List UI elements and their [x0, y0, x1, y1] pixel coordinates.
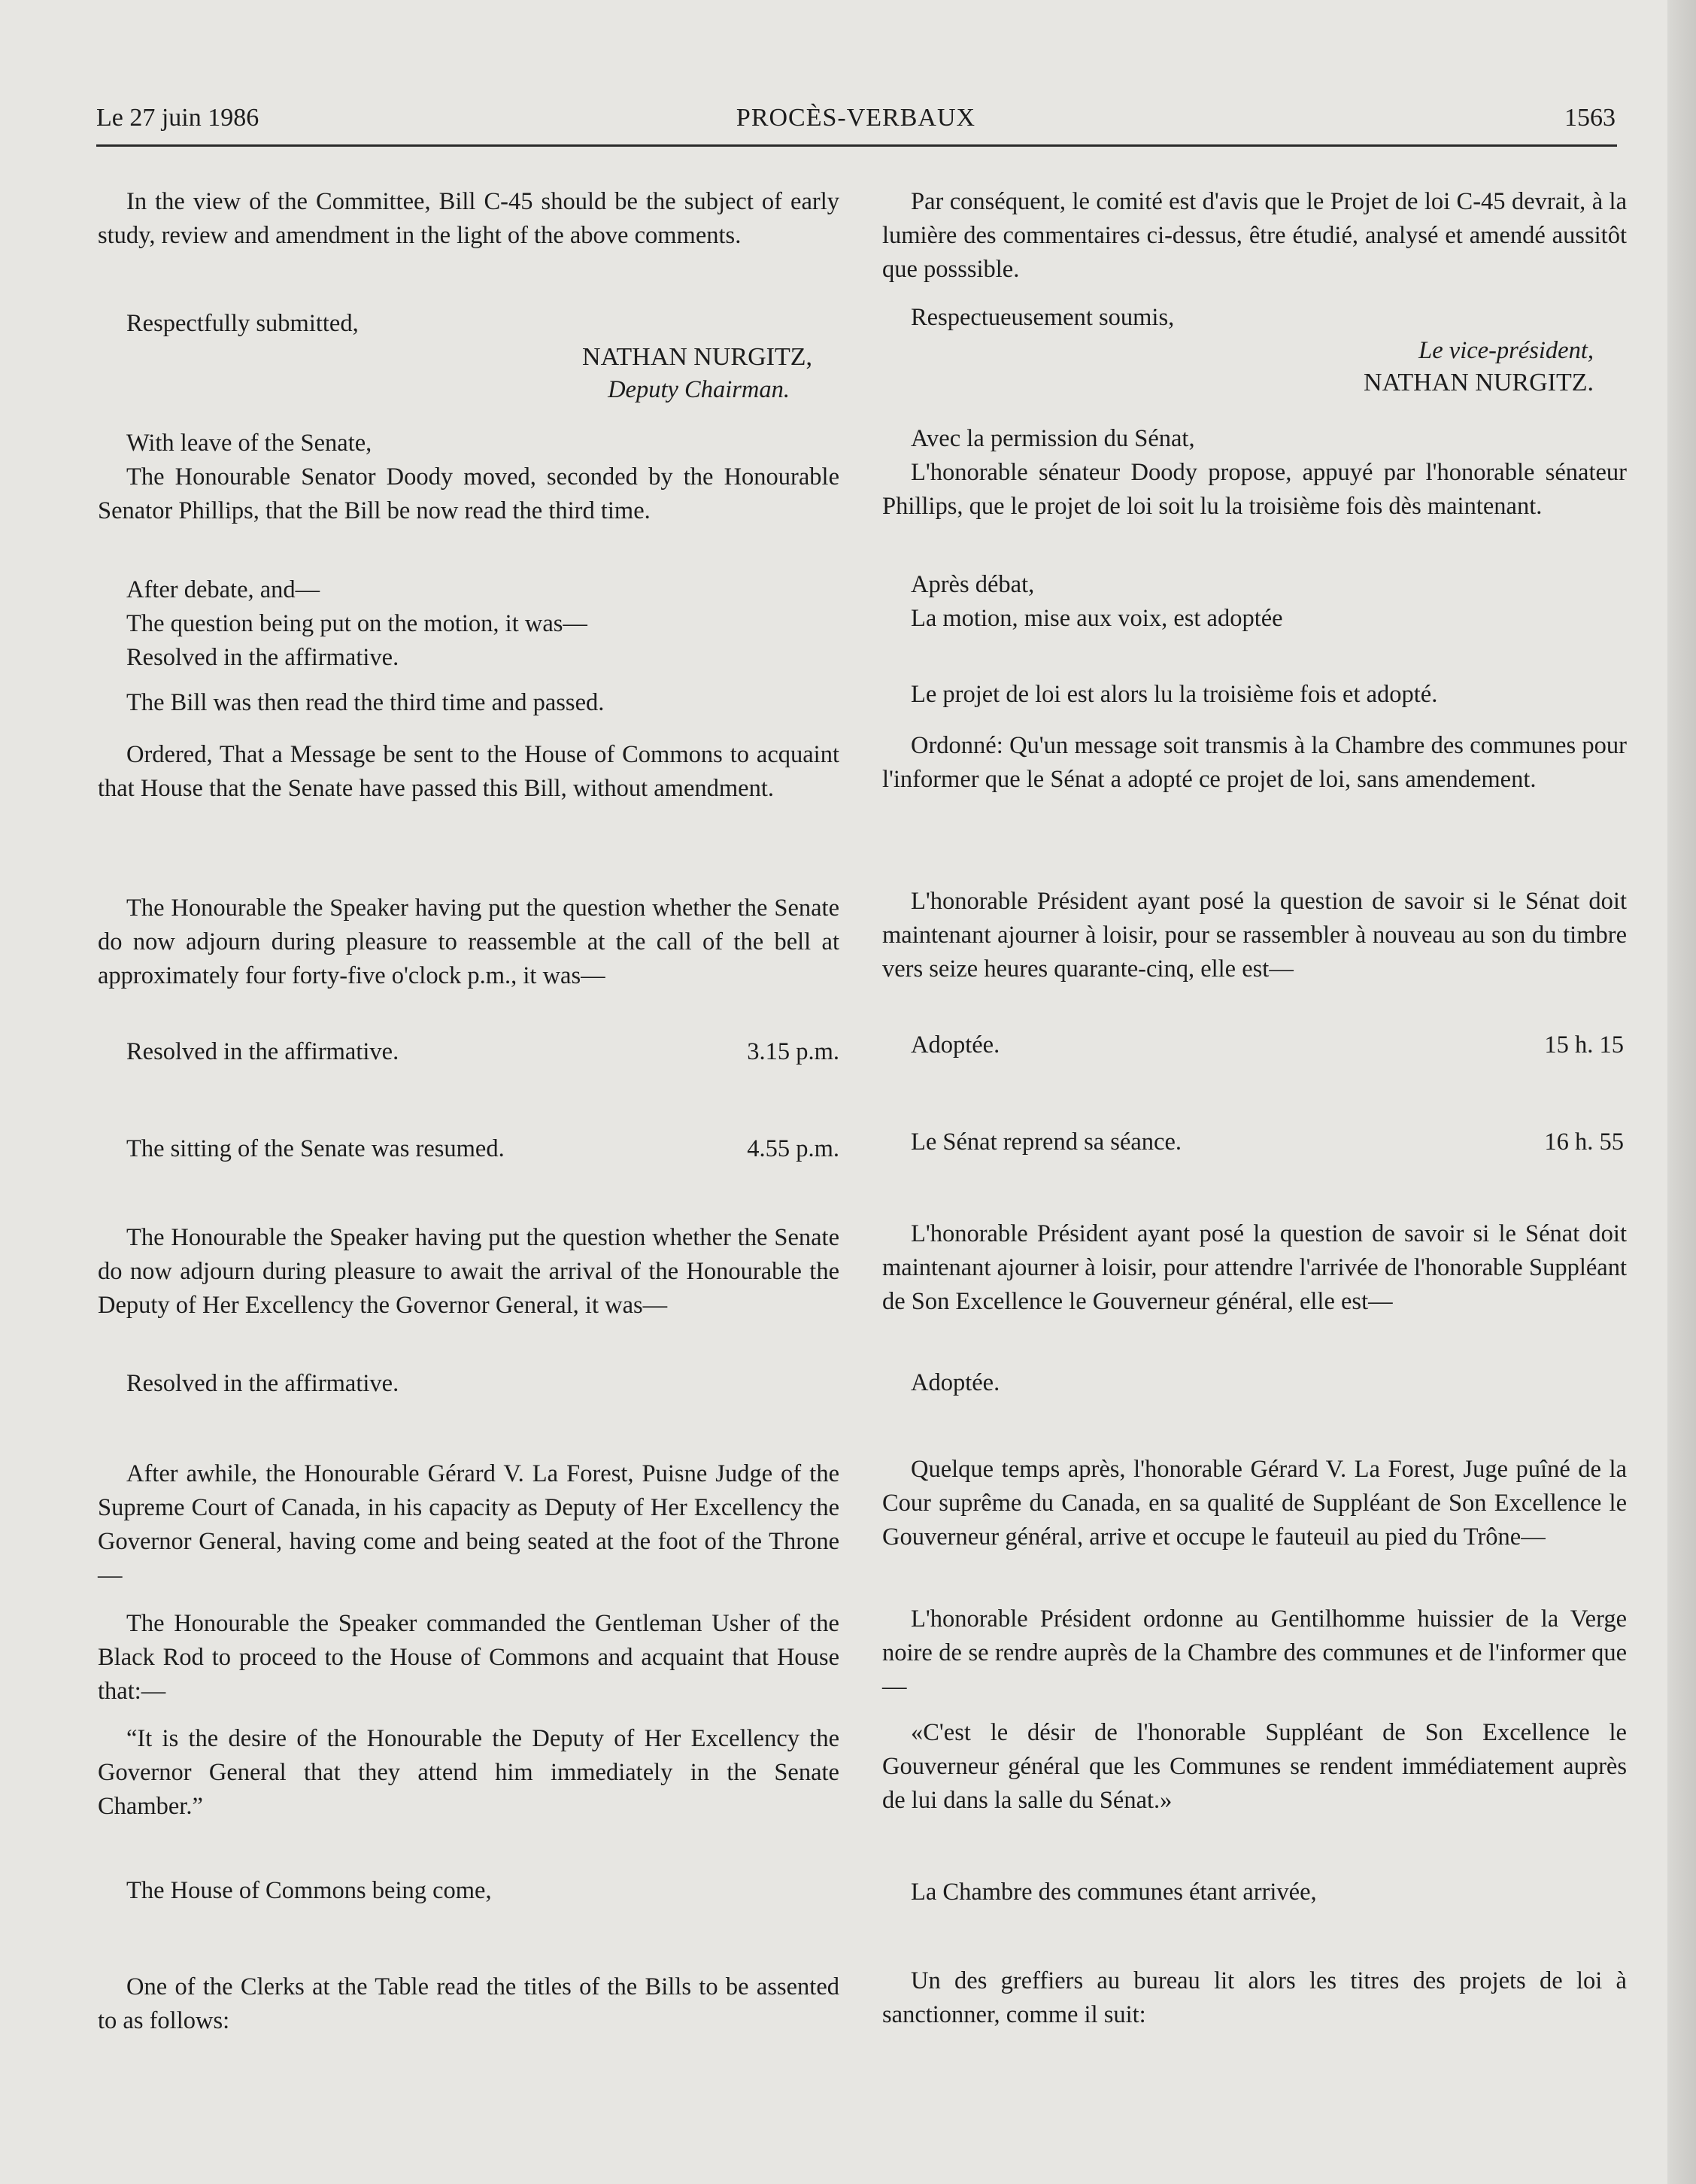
en-signatory-name: NATHAN NURGITZ, [582, 343, 812, 371]
en-adjourn-question-2: The Honourable the Speaker having put the question whether the Senate do now adjourn during pleasure to await the arrival of the Honourable the Deputy of Her Excellency the Governor General, it was— [98, 1224, 839, 1319]
fr-black-rod-command: L'honorable Président ordonne au Gentilhomme huissier de la Verge noire de se rendre auprès de la Chambre des communes et de l'informer que— [882, 1605, 1627, 1700]
en-desire-quote: “It is the desire of the Honourable the Deputy of Her Excellency the Governor General that they attend him immediately in the Senate Chamber.” [98, 1725, 839, 1820]
fr-time-adjourn: 15 h. 15 [1544, 1031, 1624, 1059]
fr-time-resumed: 16 h. 55 [1544, 1128, 1624, 1156]
fr-apres-debat: Après débat, [911, 571, 1035, 598]
fr-seance-reprise: Le Sénat reprend sa séance. [911, 1128, 1182, 1156]
fr-signatory-name: NATHAN NURGITZ. [1364, 369, 1594, 396]
fr-permission-senat: Avec la permission du Sénat, [911, 425, 1195, 452]
fr-adoptee-time-row [882, 1028, 1627, 1062]
en-resolved-2: Resolved in the affirmative. [126, 1038, 399, 1065]
fr-greffier-titres: Un des greffiers au bureau lit alors les titres des projets de loi à sanctionner, comme il suit: [882, 1967, 1627, 2028]
fr-adjourn-question-2: L'honorable Président ayant posé la question de savoir si le Sénat doit maintenant ajourner à loisir, pour attendre l'arrivée de l'honorable Suppléant de Son Excellence le Gouverneur général, elle est— [882, 1220, 1627, 1315]
en-time-resumed: 4.55 p.m. [747, 1135, 839, 1162]
en-bill-passed: The Bill was then read the third time and passed. [126, 689, 605, 716]
en-black-rod-command: The Honourable the Speaker commanded the Gentleman Usher of the Black Rod to proceed to the House of Commons and acquaint that House that:— [98, 1610, 839, 1705]
en-respectfully-submitted: Respectfully submitted, [126, 310, 359, 337]
header-date: Le 27 juin 1986 [96, 104, 259, 132]
fr-signatory-title: Le vice-président, [1418, 337, 1594, 364]
page-number: 1563 [1564, 104, 1616, 132]
fr-seance-reprise-row [882, 1125, 1627, 1159]
en-resolved-3: Resolved in the affirmative. [126, 1370, 399, 1397]
en-clerk-read-titles: One of the Clerks at the Table read the titles of the Bills to be assented to as follows: [98, 1973, 839, 2034]
en-deputy-arrival: After awhile, the Honourable Gérard V. La Forest, Puisne Judge of the Supreme Court of Canada, in his capacity as Deputy of Her Excellency the Governor General, having come and being seated at the foot of the Throne— [98, 1460, 839, 1589]
en-commons-come: The House of Commons being come, [126, 1877, 492, 1904]
fr-motion-adoptee: La motion, mise aux voix, est adoptée [911, 605, 1283, 632]
fr-deputy-arrival: Quelque temps après, l'honorable Gérard V. La Forest, Juge puîné de la Cour suprême du Canada, en sa qualité de Suppléant de Son Excellence le Gouverneur général, arrive et occupe le fauteuil au pied du Trône— [882, 1456, 1627, 1551]
fr-committee-view: Par conséquent, le comité est d'avis que le Projet de loi C-45 devrait, à la lumière des commentaires ci-dessus, être étudié, analysé et amendé aussitôt que posssible. [882, 188, 1627, 283]
en-resolved: Resolved in the affirmative. [126, 644, 399, 671]
fr-adoptee-1: Adoptée. [911, 1031, 1000, 1059]
en-committee-view: In the view of the Committee, Bill C-45 should be the subject of early study, review and amendment in the light of the above comments. [98, 188, 839, 249]
fr-communes-arrivee: La Chambre des communes étant arrivée, [911, 1879, 1317, 1906]
en-leave-of-senate: With leave of the Senate, [126, 430, 372, 457]
en-ordered-message: Ordered, That a Message be sent to the House of Commons to acquaint that House that the Senate have passed this Bill, without amendment. [98, 741, 839, 802]
en-third-reading-motion: The Honourable Senator Doody moved, seconded by the Honourable Senator Phillips, that the Bill be now read the third time. [98, 463, 839, 524]
running-header [96, 104, 1616, 141]
en-question-put: The question being put on the motion, it was— [126, 610, 587, 637]
header-rule [96, 144, 1617, 147]
en-sitting-resumed-row [98, 1132, 839, 1166]
fr-desire-quote: «C'est le désir de l'honorable Suppléant de Son Excellence le Gouverneur général que les Communes se rendent immédiatement auprès de lui dans la salle du Sénat.» [882, 1719, 1627, 1814]
fr-third-reading-motion: L'honorable sénateur Doody propose, appuyé par l'honorable sénateur Phillips, que le projet de loi soit lu la troisième fois dès maintenant. [882, 459, 1627, 520]
fr-ordonne-message: Ordonné: Qu'un message soit transmis à la Chambre des communes pour l'informer que le Sénat a adopté ce projet de loi, sans amendement. [882, 732, 1627, 793]
en-adjourn-question-1: The Honourable the Speaker having put the question whether the Senate do now adjourn during pleasure to reassemble at the call of the bell at approximately four forty-five o'clock p.m., it was— [98, 895, 839, 989]
en-resolved-time-row [98, 1035, 839, 1069]
fr-respectueusement-soumis: Respectueusement soumis, [911, 304, 1175, 331]
en-after-debate: After debate, and— [126, 576, 320, 603]
page-binding-edge [1667, 0, 1696, 2184]
en-sitting-resumed: The sitting of the Senate was resumed. [126, 1135, 505, 1162]
fr-adjourn-question-1: L'honorable Président ayant posé la question de savoir si le Sénat doit maintenant ajourner à loisir, pour se rassembler à nouveau au son du timbre vers seize heures quarante-cinq, elle est— [882, 888, 1627, 983]
fr-projet-adopte: Le projet de loi est alors lu la troisième fois et adopté. [911, 681, 1438, 708]
en-signatory-title: Deputy Chairman. [608, 376, 790, 403]
header-title: PROCÈS-VERBAUX [736, 104, 976, 132]
en-time-adjourn: 3.15 p.m. [747, 1038, 839, 1065]
fr-adoptee-2: Adoptée. [911, 1369, 1000, 1396]
